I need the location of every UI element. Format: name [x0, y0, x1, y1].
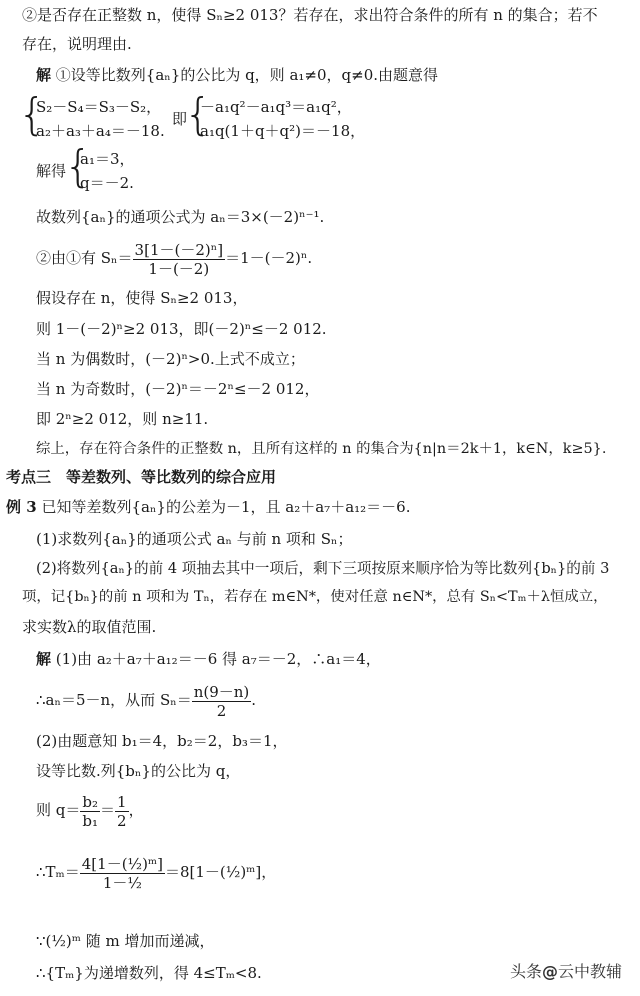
left-brace: { — [18, 89, 46, 140]
conclusion-n-line: 即 2ⁿ≥2 012，则 n≥11. — [36, 410, 209, 428]
ratio-numerator-2: 1 — [117, 792, 127, 811]
tm-formula-line — [36, 852, 626, 892]
sn-suffix: . — [251, 691, 257, 709]
decreasing-line: ∵(½)ᵐ 随 m 增加而递减， — [36, 932, 215, 950]
odd-case-line: 当 n 为奇数时，(－2)ⁿ＝－2ⁿ≤－2 012， — [36, 380, 320, 398]
left-brace: { — [64, 141, 92, 192]
example-part2-line3: 求实数λ的取值范围. — [22, 618, 157, 636]
sn-denominator: 2 — [216, 701, 227, 720]
ratio-fraction-2 — [115, 793, 129, 830]
ratio-equals: ＝ — [100, 801, 116, 819]
example-part1: (1)求数列{aₙ}的通项公式 aₙ 与前 n 项和 Sₙ； — [36, 530, 353, 548]
tm-denominator: 1－½ — [102, 873, 142, 892]
sn-fraction — [192, 683, 252, 720]
example-part2-line1: (2)将数列{aₙ}的前 4 项抽去其中一项后，剩下三项按原来顺序恰为等比数列{bₙ}的前 3 — [36, 560, 610, 577]
solve-prefix: 解得 — [36, 162, 67, 180]
ratio-denominator-1: b₁ — [82, 811, 98, 830]
ratio-numerator-1: b₂ — [82, 792, 98, 811]
system-b-eq1: －a₁q²－a₁q³＝a₁q²， — [200, 98, 352, 116]
question-part2-line1: ②是否存在正整数 n，使得 Sₙ≥2 013？若存在，求出符合条件的所有 n 的集合；若不 — [22, 6, 598, 24]
solution-intro-text: ①设等比数列{aₙ}的公比为 q，则 a₁≠0，q≠0.由题意得 — [55, 66, 439, 84]
system-a-eq2: a₂＋a₃＋a₄＝－18. — [36, 122, 165, 140]
tm-fraction — [80, 855, 165, 892]
sn-numerator: n(9－n) — [193, 682, 250, 701]
left-brace: { — [184, 89, 212, 140]
example-part2-line2: 项，记{bₙ}的前 n 项和为 Tₙ，若存在 m∈N*，使对任意 n∈N*，总有 Sₙ<Tₘ＋λ恒成立， — [22, 589, 608, 605]
summary-line: 综上，存在符合条件的正整数 n，且所有这样的 n 的集合为{n|n＝2k＋1，k∈N，k≥5}. — [36, 441, 607, 457]
system-a-eq1: S₂－S₄＝S₃－S₂， — [36, 98, 162, 116]
section-heading: 考点三 等差数列、等比数列的综合应用 — [6, 468, 277, 486]
example-label: 例 3 — [6, 498, 37, 516]
even-case-line: 当 n 为偶数时，(－2)ⁿ>0.上式不成立； — [36, 350, 305, 368]
sn-prefix: ∴aₙ＝5－n，从而 Sₙ＝ — [36, 691, 192, 709]
sum-suffix: ＝1－(－2)ⁿ. — [225, 249, 313, 267]
example-solution-line1 — [36, 648, 626, 670]
solution-label: 解 — [36, 650, 52, 668]
solution-label: 解 — [36, 66, 52, 84]
sum-formula-line — [36, 238, 626, 278]
ratio-suffix: ， — [128, 801, 144, 819]
tm-suffix: ＝8[1－(½)ᵐ]， — [164, 863, 277, 881]
watermark — [506, 957, 626, 984]
solution-intro — [36, 64, 626, 86]
sum-numerator: 3[1－(－2)ⁿ] — [134, 240, 224, 259]
sn-formula-line — [36, 680, 626, 720]
system-c-eq2: q＝－2. — [80, 174, 134, 192]
increasing-line: ∴{Tₘ}为递增数列，得 4≤Tₘ<8. — [36, 964, 262, 982]
then-line: 则 1－(－2)ⁿ≥2 013，即(－2)ⁿ≤－2 012. — [36, 320, 327, 338]
solution-text: (1)由 a₂＋a₇＋a₁₂＝－6 得 a₇＝－2，∴a₁＝4， — [55, 650, 381, 668]
general-term-line: 故数列{aₙ}的通项公式为 aₙ＝3×(－2)ⁿ⁻¹. — [36, 208, 325, 226]
ratio-denominator-2: 2 — [117, 811, 127, 830]
system-b-prefix: 即 — [172, 110, 188, 128]
watermark-source: 头条 — [509, 962, 542, 981]
ratio-fraction-1 — [80, 793, 100, 830]
tm-numerator: 4[1－(½)ᵐ] — [81, 854, 163, 873]
sum-denominator: 1－(－2) — [148, 259, 210, 278]
system-b-eq2: a₁q(1＋q＋q²)＝－18， — [200, 122, 366, 140]
b-terms-line: (2)由题意知 b₁＝4，b₂＝2，b₃＝1， — [36, 732, 288, 750]
sum-fraction — [133, 241, 226, 278]
ratio-line — [36, 790, 626, 830]
watermark-account: 云中教辅 — [557, 962, 622, 981]
ratio-assume-line: 设等比数.列{bₙ}的公比为 q， — [36, 762, 241, 780]
watermark-at: @ — [541, 962, 558, 981]
assume-line: 假设存在 n，使得 Sₙ≥2 013， — [36, 289, 248, 307]
example-text: 已知等差数列{aₙ}的公差为－1，且 a₂＋a₇＋a₁₂＝－6. — [41, 498, 411, 516]
question-part2-line2: 存在，说明理由. — [22, 35, 132, 53]
system-c-eq1: a₁＝3， — [80, 150, 135, 168]
tm-prefix: ∴Tₘ＝ — [36, 863, 80, 881]
ratio-prefix: 则 q＝ — [36, 801, 81, 819]
example-3-statement — [6, 496, 626, 518]
sum-prefix: ②由①有 Sₙ＝ — [36, 249, 133, 267]
